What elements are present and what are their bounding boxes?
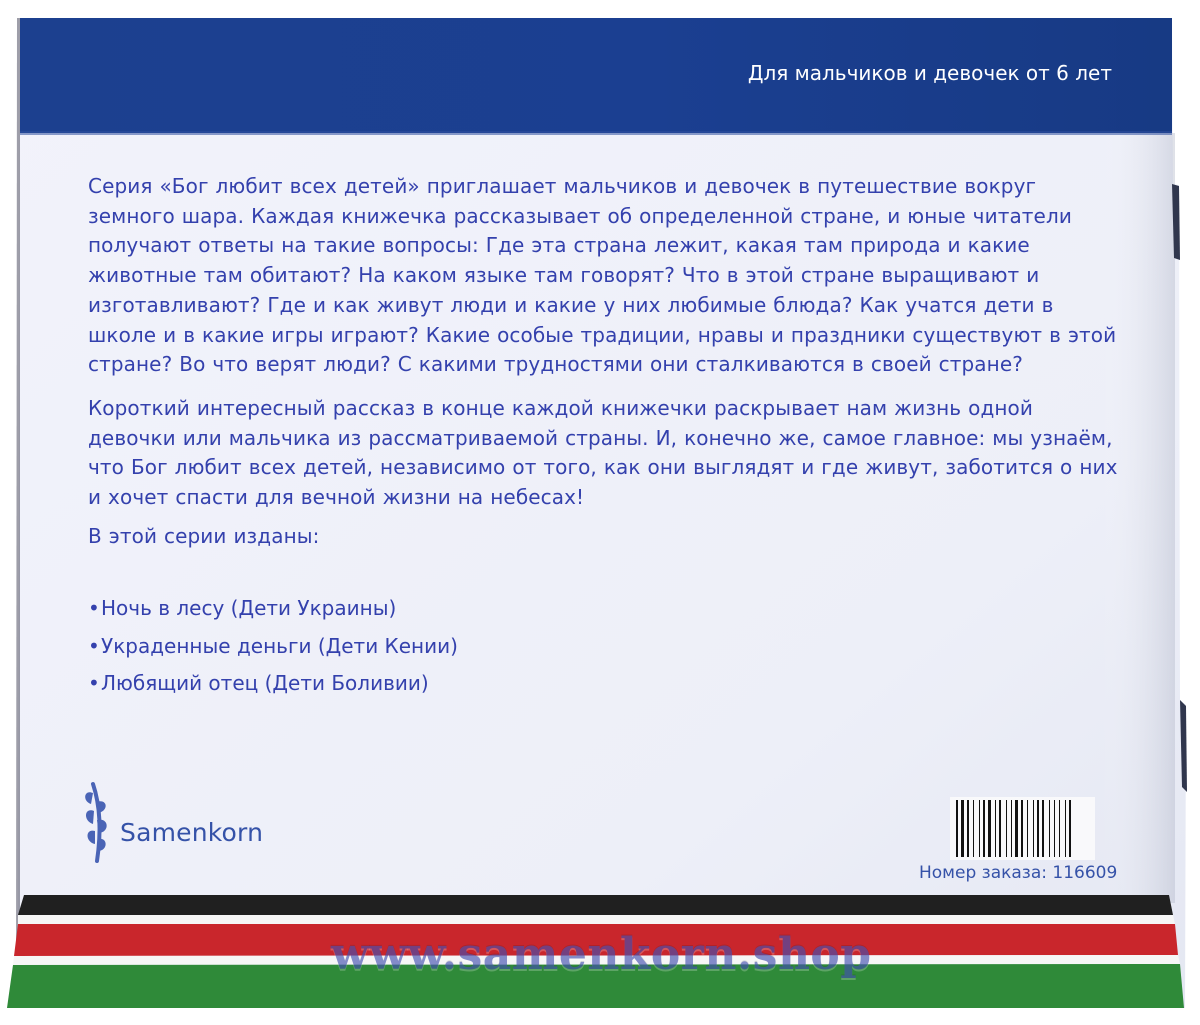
publisher-name: Samenkorn xyxy=(120,818,264,847)
barcode-bar xyxy=(988,800,991,857)
barcode-bar xyxy=(973,800,974,857)
barcode-bar xyxy=(1065,800,1066,857)
white-separator-stripe xyxy=(18,915,1175,924)
book-list-item xyxy=(88,590,458,628)
left-binding-dark-edge xyxy=(16,18,20,986)
series-description-paragraph: Серия «Бог любит всех детей» приглашает мальчиков и девочек в путешествие вокруг земного шара. Каждая книжечка рассказывает об определенной стране, и юные читатели получают ответы на такие вопросы: Где эта страна лежит, какая там природа и какие животные там обитают? На каком языке там говорят? Что в этой стране выращивают и изготавливают? Где и как живут люди и какие у них любимые блюда? Как учатся дети в школе и в какие игры играют? Какие особые традиции, нравы и праздники существуют в этой стране? Во что верят люди? С какими трудностями они сталкиваются в своей стране? xyxy=(88,174,1117,377)
book-title: Ночь в лесу (Дети Украины) xyxy=(101,596,397,620)
header-bottom-line xyxy=(20,131,1172,135)
barcode-bar xyxy=(1021,800,1023,857)
age-range-label: Для мальчиков и девочек от 6 лет xyxy=(747,61,1112,85)
published-books-list xyxy=(88,590,458,703)
barcode-bar xyxy=(1027,800,1028,857)
order-number: Номер заказа: 116609 xyxy=(919,863,1118,883)
barcode xyxy=(950,797,1095,860)
published-books-heading: В этой серии изданы: xyxy=(88,524,320,548)
barcode-bar xyxy=(1054,800,1055,857)
barcode-bar xyxy=(1059,800,1060,857)
barcode-bar xyxy=(979,800,980,857)
story-description-paragraph: Короткий интересный рассказ в конце каждой книжечки раскрывает нам жизнь одной девочки или мальчика из рассматриваемой страны. И, конечно же, самое главное: мы узнаём, что Бог любит всех детей, независимо от того, как они выглядят и где живут, заботится о них и хочет спасти для вечной жизни на небесах! xyxy=(88,396,1118,510)
book-title: Украденные деньги (Дети Кении) xyxy=(101,633,458,658)
book-list-item xyxy=(88,628,458,666)
book-title: Любящий отец (Дети Боливии) xyxy=(101,671,429,695)
barcode-bar xyxy=(1042,800,1044,857)
barcode-bar xyxy=(1069,800,1071,857)
bullet-icon: • xyxy=(88,671,100,695)
bullet-icon: • xyxy=(88,596,100,620)
barcode-bar xyxy=(995,800,996,857)
barcode-bar xyxy=(967,800,969,857)
barcode-bar xyxy=(961,800,964,857)
barcode-bar xyxy=(983,800,985,857)
barcode-bar xyxy=(1015,800,1018,857)
barcode-bar xyxy=(1011,800,1012,857)
book-list-item xyxy=(88,665,458,703)
bullet-icon: • xyxy=(88,633,100,658)
barcode-bar xyxy=(1037,800,1039,857)
barcode-bar xyxy=(999,800,1001,857)
barcode-bar xyxy=(1049,800,1050,857)
barcode-bar xyxy=(956,800,958,857)
black-flag-stripe xyxy=(18,895,1173,915)
barcode-bar xyxy=(1006,800,1007,857)
barcode-bar xyxy=(1033,800,1034,857)
website-watermark: www.samenkorn.shop xyxy=(331,929,872,980)
